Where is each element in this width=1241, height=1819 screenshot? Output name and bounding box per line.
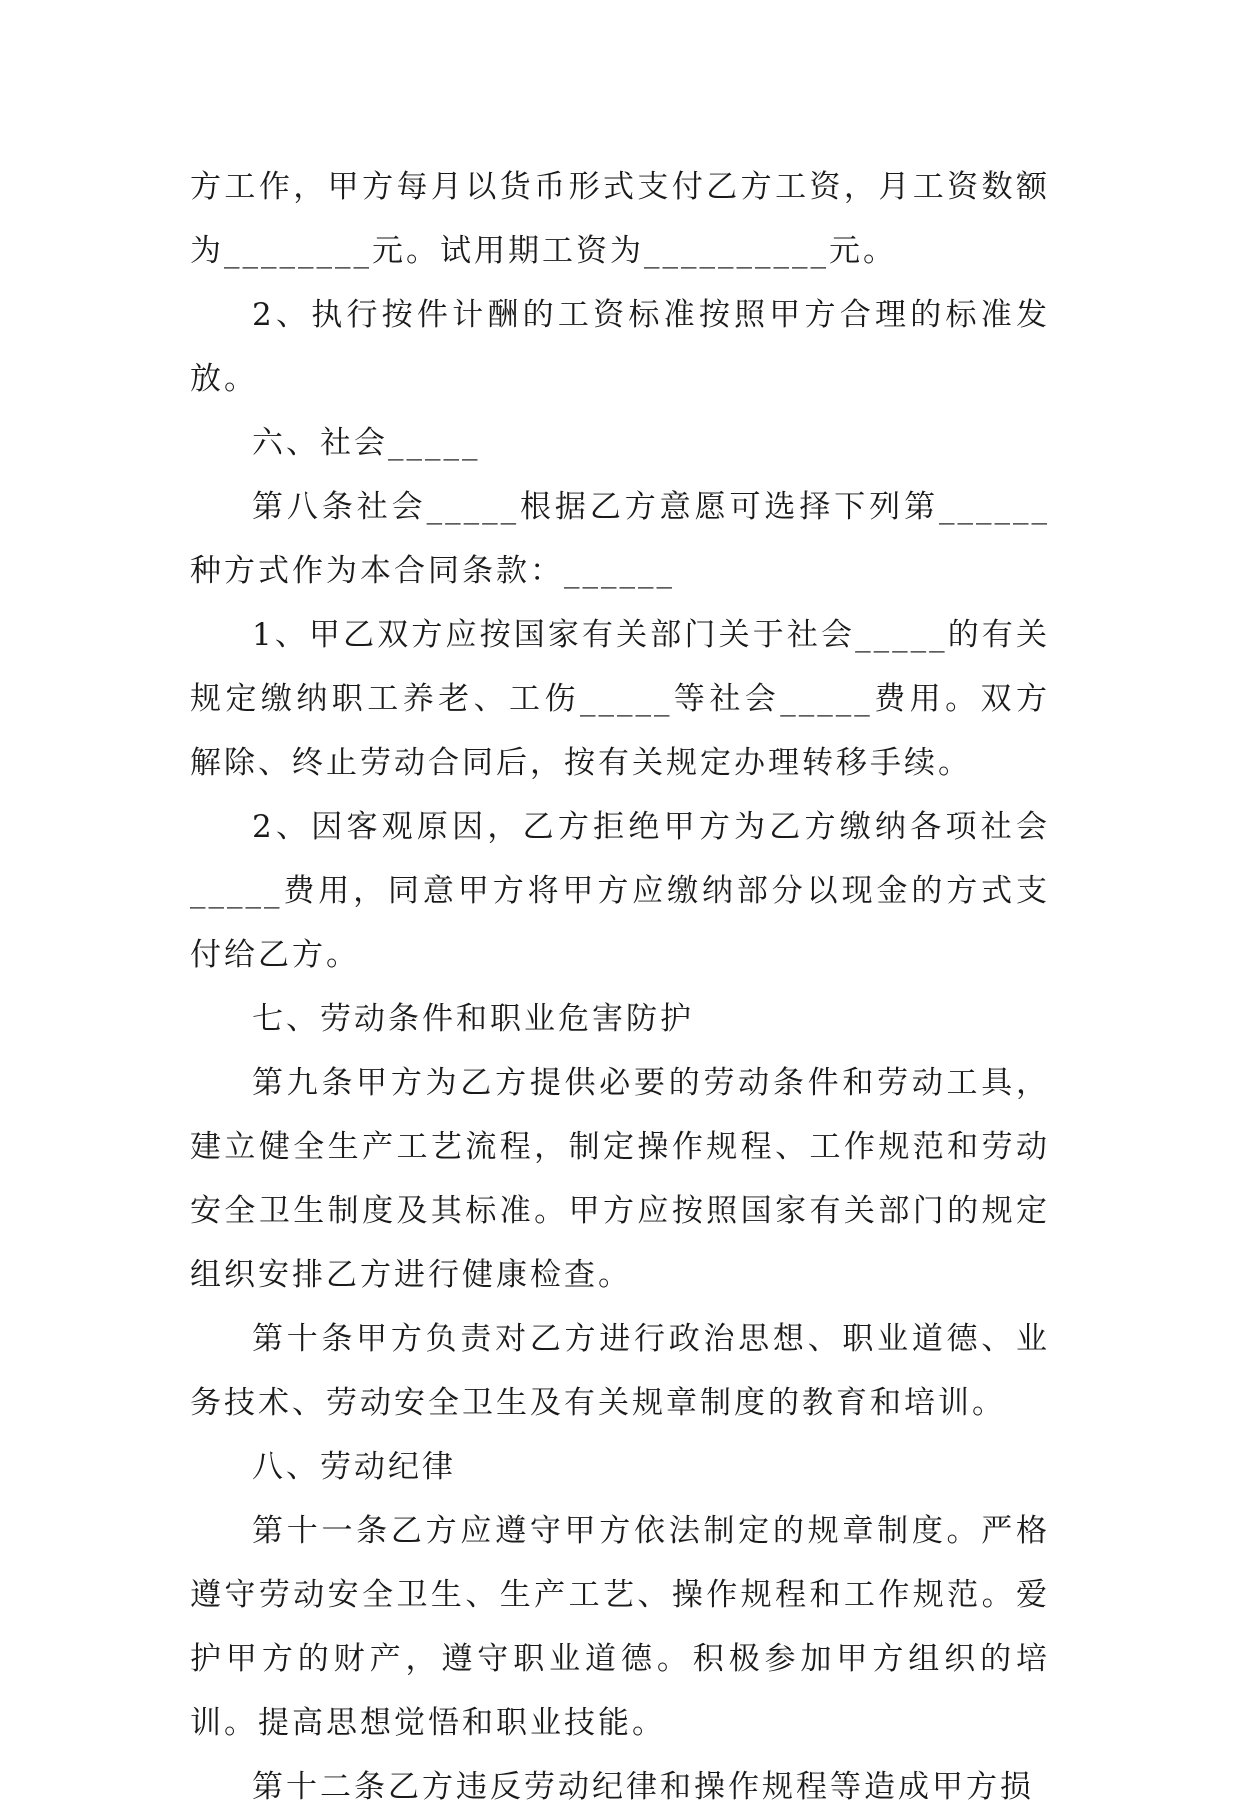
section-heading-labor-discipline: 八、劳动纪律 [252,1449,456,1485]
section-heading-social: 六、社会_____ [252,425,481,461]
paragraph-article-12: 第十二条乙方违反劳动纪律和操作规程等造成甲方损 [252,1769,1034,1805]
paragraph-article-9: 第九条甲方为乙方提供必要的劳动条件和劳动工具，建立健全生产工艺流程，制定操作规程、工作规范和劳动安全卫生制度及其标准。甲方应按照国家有关部门的规定组织安排乙方进行健康检查。 [190,1065,1050,1293]
paragraph-article-8: 第八条社会_____根据乙方意愿可选择下列第______种方式作为本合同条款：______ [190,489,1050,589]
paragraph-article-10: 第十条甲方负责对乙方进行政治思想、职业道德、业务技术、劳动安全卫生及有关规章制度的教育和培训。 [190,1321,1050,1421]
paragraph-wage-continuation: 方工作，甲方每月以货币形式支付乙方工资，月工资数额为________元。试用期工资为__________元。 [190,169,1050,269]
paragraph-social-item-1: 1、甲乙双方应按国家有关部门关于社会_____的有关规定缴纳职工养老、工伤_____等社会_____费用。双方解除、终止劳动合同后，按有关规定办理转移手续。 [190,617,1050,781]
section-heading-labor-conditions: 七、劳动条件和职业危害防护 [252,1001,694,1037]
document-body [190,155,1050,1819]
paragraph-piecework-wage: 2、执行按件计酬的工资标准按照甲方合理的标准发放。 [190,297,1050,397]
paragraph-social-item-2: 2、因客观原因，乙方拒绝甲方为乙方缴纳各项社会_____费用，同意甲方将甲方应缴纳部分以现金的方式支付给乙方。 [190,809,1050,973]
paragraph-article-11: 第十一条乙方应遵守甲方依法制定的规章制度。严格遵守劳动安全卫生、生产工艺、操作规程和工作规范。爱护甲方的财产，遵守职业道德。积极参加甲方组织的培训。提高思想觉悟和职业技能。 [190,1513,1050,1741]
